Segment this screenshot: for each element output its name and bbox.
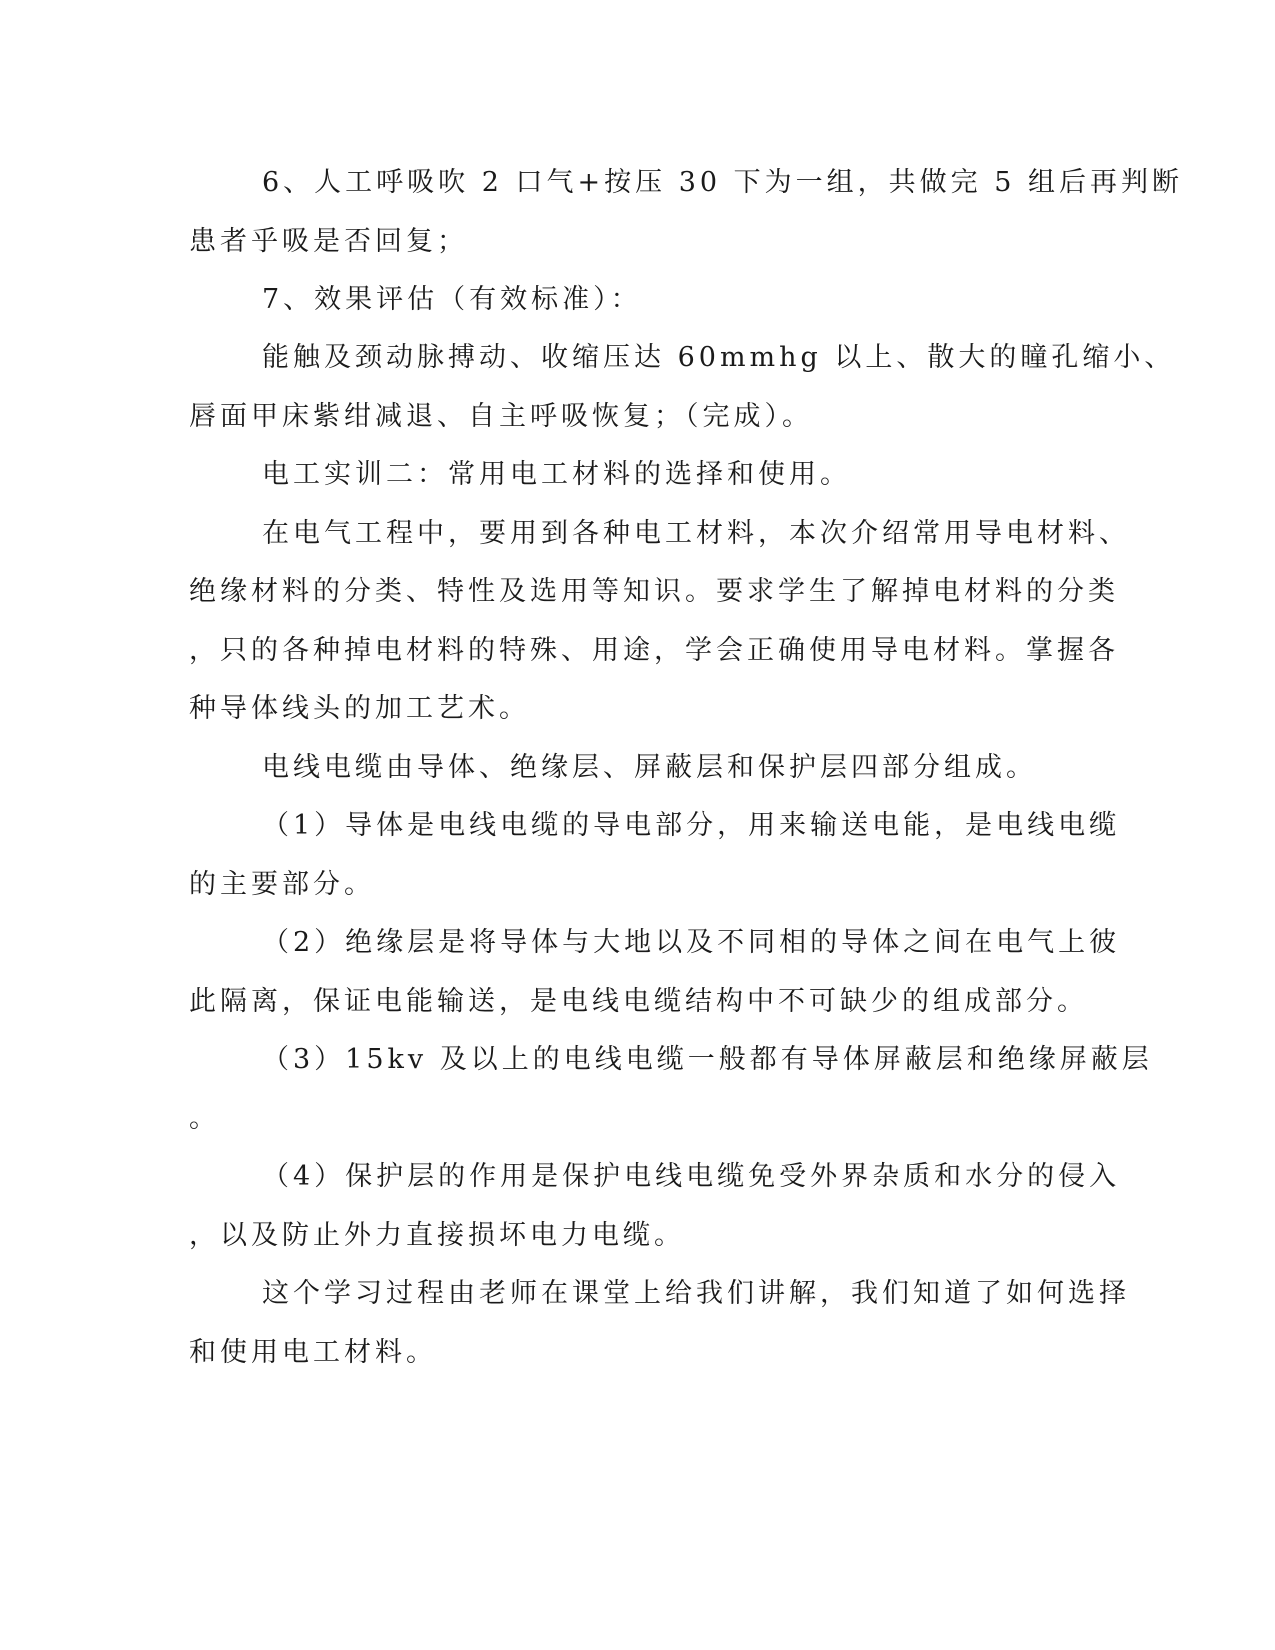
text-line-5: 唇面甲床紫绀减退、自主呼吸恢复；（完成）。 — [189, 401, 813, 432]
text-line-8: 绝缘材料的分类、特性及选用等知识。要求学生了解掉电材料的分类 — [189, 576, 1119, 607]
text-line-2: 患者乎吸是否回复； — [189, 226, 468, 257]
text-line-19: ，以及防止外力直接损坏电力电缆。 — [189, 1220, 685, 1251]
text-line-12: （1）导体是电线电缆的导电部分，用来输送电能，是电线电缆 — [262, 810, 1121, 841]
text-line-1: 6、人工呼吸吹 2 口气+按压 30 下为一组，共做完 5 组后再判断 — [262, 167, 1184, 198]
text-line-14: （2）绝缘层是将导体与大地以及不同相的导体之间在电气上彼 — [262, 927, 1121, 958]
text-line-4: 能触及颈动脉搏动、收缩压达 60mmhg 以上、散大的瞳孔缩小、 — [262, 342, 1176, 373]
text-line-16: （3）15kv 及以上的电线电缆一般都有导体屏蔽层和绝缘屏蔽层 — [262, 1044, 1153, 1075]
text-line-9: ，只的各种掉电材料的特殊、用途，学会正确使用导电材料。掌握各 — [189, 635, 1119, 666]
text-line-18: （4）保护层的作用是保护电线电缆免受外界杂质和水分的侵入 — [262, 1161, 1121, 1192]
text-line-11: 电线电缆由导体、绝缘层、屏蔽层和保护层四部分组成。 — [262, 752, 1037, 783]
text-line-10: 种导体线头的加工艺术。 — [189, 693, 530, 724]
section-heading: 电工实训二：常用电工材料的选择和使用。 — [262, 459, 851, 490]
text-line-20: 这个学习过程由老师在课堂上给我们讲解，我们知道了如何选择 — [262, 1278, 1130, 1309]
text-line-21: 和使用电工材料。 — [189, 1337, 437, 1368]
text-line-15: 此隔离，保证电能输送，是电线电缆结构中不可缺少的组成部分。 — [189, 986, 1088, 1017]
text-line-3: 7、效果评估（有效标准）： — [262, 284, 642, 315]
text-line-13: 的主要部分。 — [189, 869, 375, 900]
text-line-17: 。 — [189, 1103, 220, 1134]
text-line-7: 在电气工程中，要用到各种电工材料，本次介绍常用导电材料、 — [262, 518, 1130, 549]
